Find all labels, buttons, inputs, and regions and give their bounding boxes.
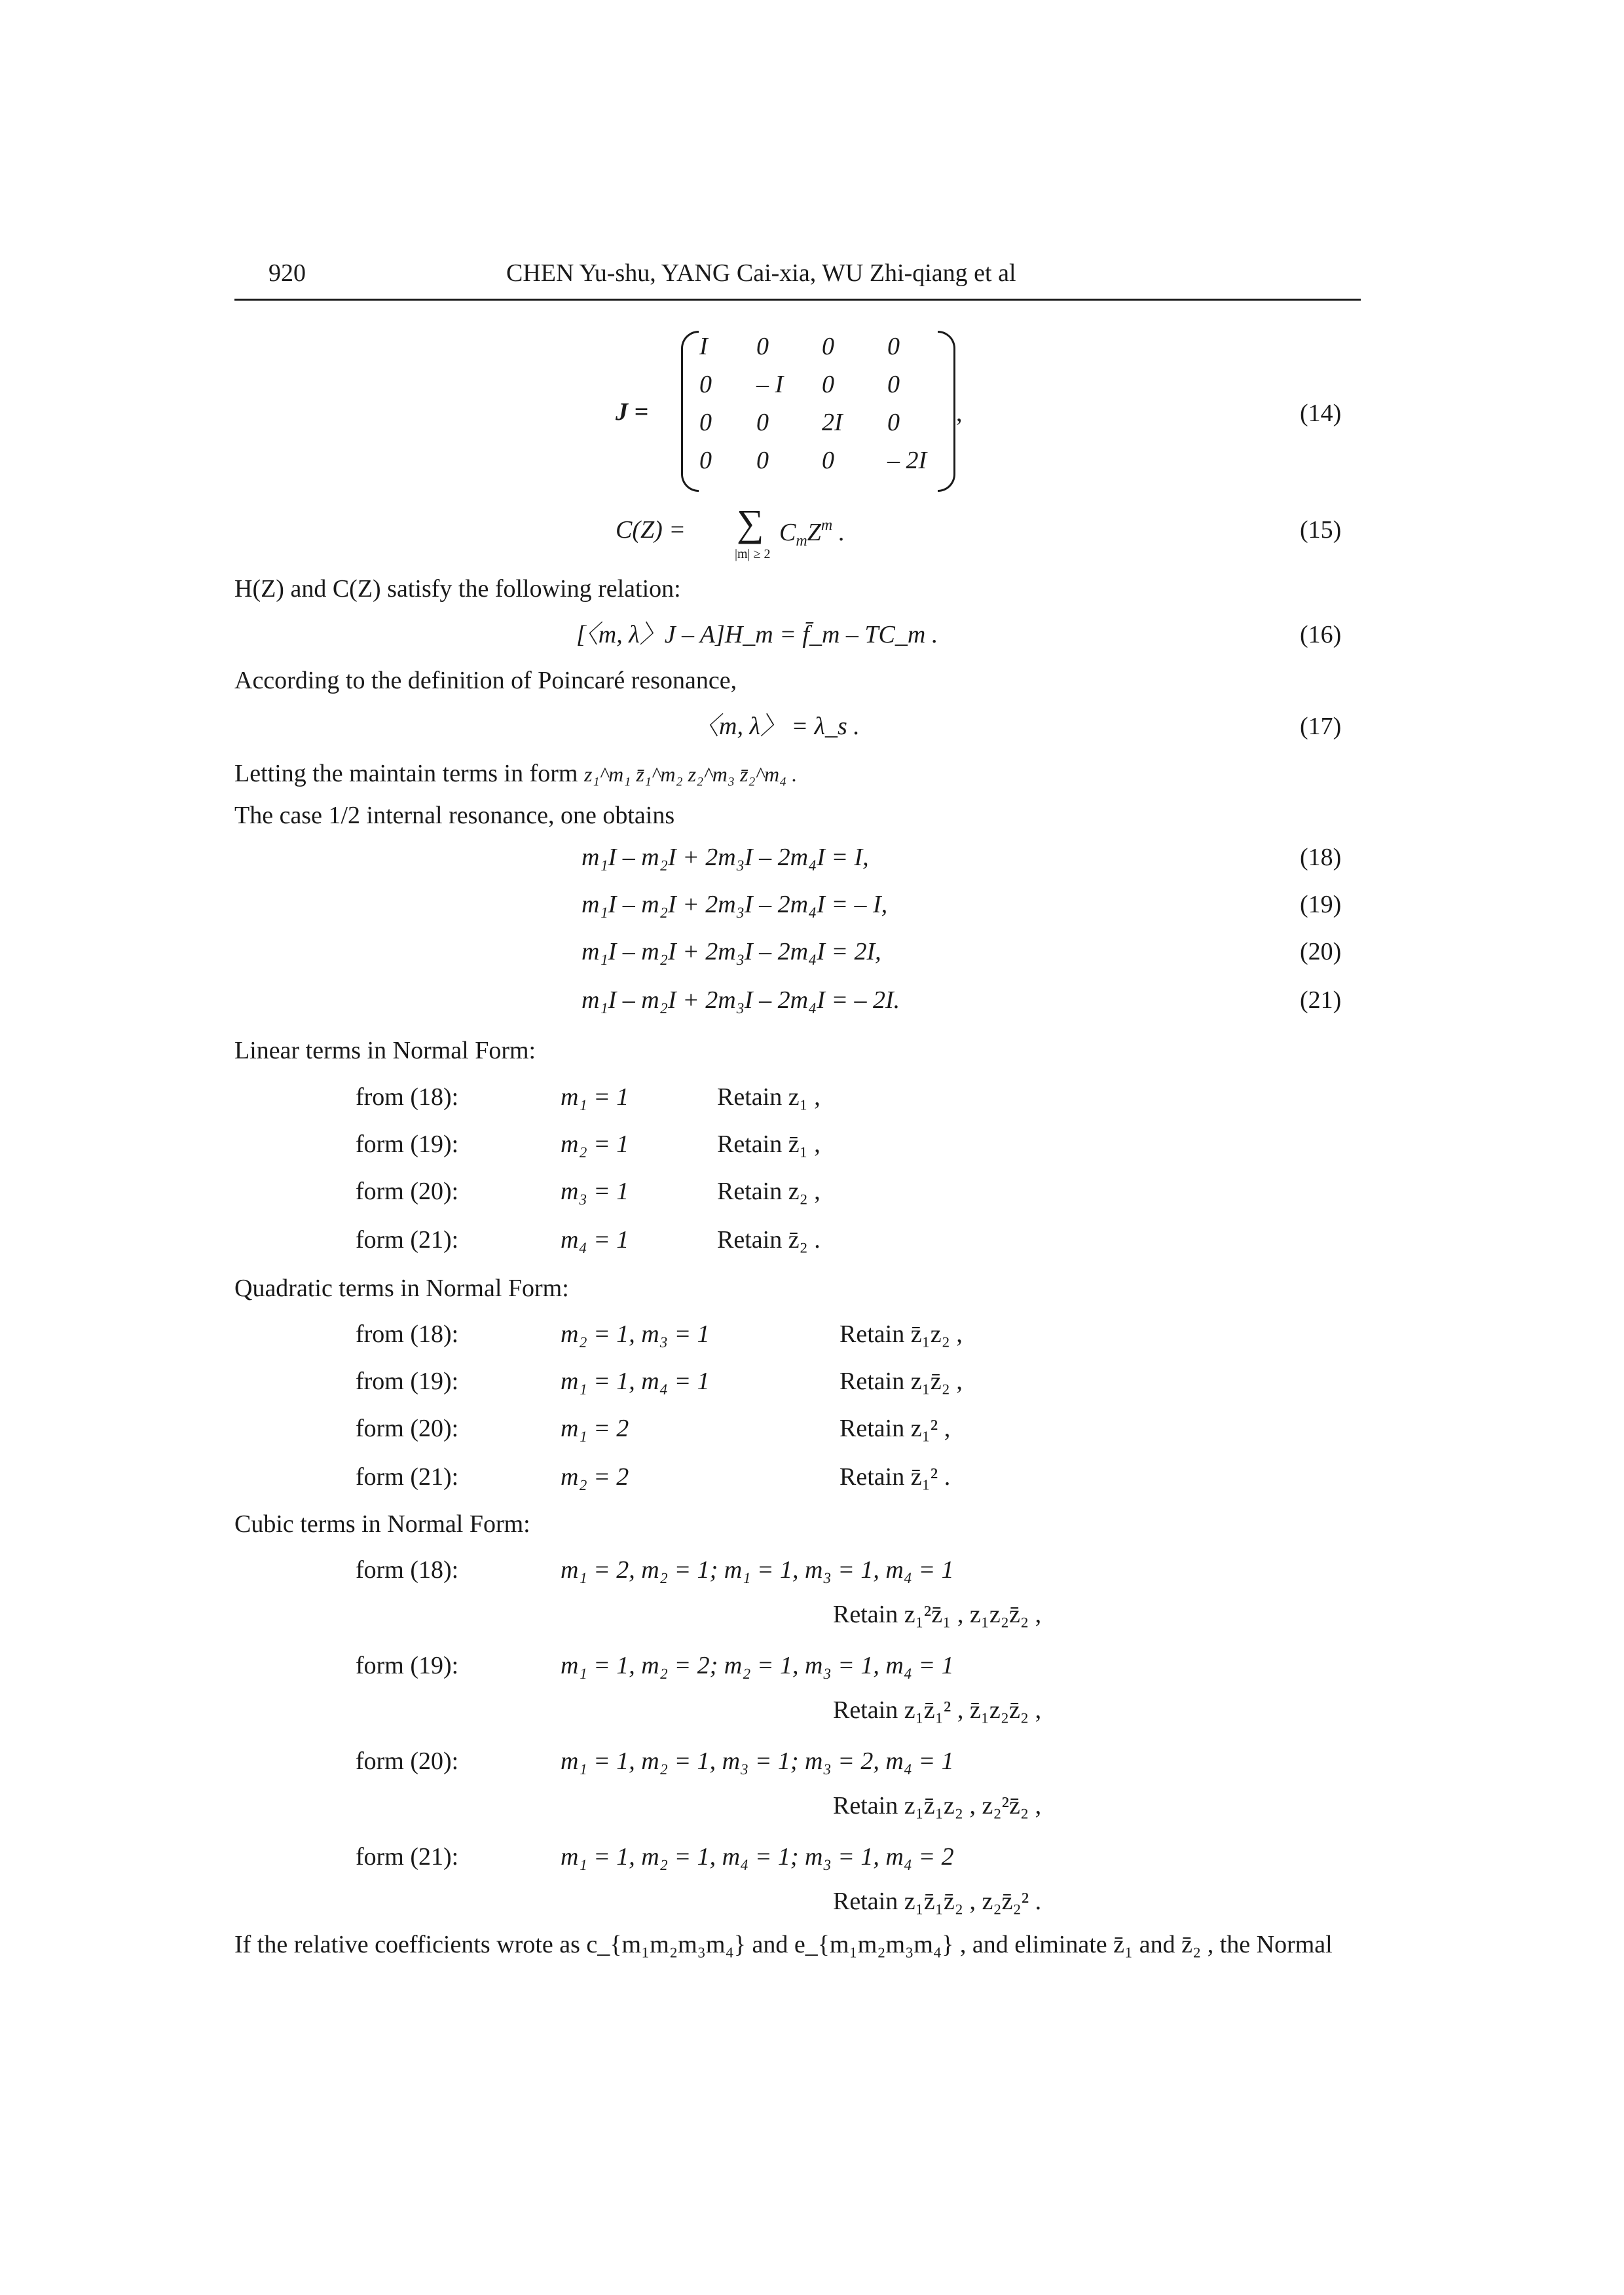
eq15-z-sup: m: [821, 517, 833, 534]
resonance-equation: m₁I – m₂I + 2m₃I – 2m₄I = 2I,: [581, 938, 881, 965]
matrix-cell: 0: [822, 371, 834, 398]
term-retain: Retain z̄₁² .: [840, 1463, 951, 1491]
term-retain: Retain z₁z̄₁z̄₂ , z₂z̄₂² .: [833, 1888, 1042, 1915]
term-condition: m₁ = 1, m₂ = 1, m₄ = 1; m₃ = 1, m₄ = 2: [561, 1843, 954, 1871]
resonance-eq-number: (19): [1300, 891, 1342, 918]
text-poincare: According to the definition of Poincaré resonance,: [234, 667, 737, 694]
linear-heading: Linear terms in Normal Form:: [234, 1037, 536, 1064]
final-line: If the relative coefficients wrote as c_{m₁m₂m₃m₄} and e_{m₁m₂m₃m₄} , and eliminate z̄₁ and z̄₂ , the Normal: [234, 1931, 1333, 1958]
text-maintain-form: z₁^m₁ z̄₁^m₂ z₂^m₃ z̄₂^m₄ .: [584, 762, 798, 786]
term-condition: m₁ = 2: [561, 1415, 629, 1442]
matrix-cell: 0: [699, 447, 712, 474]
term-retain: Retain z̄₁ ,: [717, 1130, 821, 1158]
term-retain: Retain z₂ ,: [717, 1178, 821, 1205]
eq14-comma: ,: [956, 400, 963, 427]
eq15-lhs: C(Z) =: [616, 516, 686, 544]
eq16-number: (16): [1300, 621, 1342, 648]
running-header-authors: CHEN Yu-shu, YANG Cai-xia, WU Zhi-qiang et al: [506, 259, 1016, 287]
eq15-sum-subscript: |m| ≥ 2: [735, 547, 771, 561]
term-condition: m₁ = 1, m₂ = 1, m₃ = 1; m₃ = 2, m₄ = 1: [561, 1747, 954, 1775]
header-rule: [234, 299, 1361, 301]
resonance-eq-number: (20): [1300, 938, 1342, 965]
eq15-z: Z: [807, 519, 821, 546]
eq17-number: (17): [1300, 713, 1342, 740]
term-condition: m₂ = 2: [561, 1463, 629, 1491]
matrix-cell: 0: [756, 409, 769, 436]
term-condition: m₁ = 1, m₂ = 2; m₂ = 1, m₃ = 1, m₄ = 1: [561, 1652, 954, 1679]
resonance-eq-number: (21): [1300, 986, 1342, 1014]
term-condition: m₂ = 1: [561, 1130, 629, 1158]
term-condition: m₁ = 2, m₂ = 1; m₁ = 1, m₃ = 1, m₄ = 1: [561, 1556, 954, 1584]
matrix-cell: 0: [756, 447, 769, 474]
text-maintain-pre: Letting the maintain terms in form: [234, 760, 578, 787]
matrix-cell: – 2I: [887, 447, 927, 474]
term-source: form (19):: [356, 1652, 459, 1679]
sum-symbol: ∑: [737, 502, 764, 544]
equation-17: 〈m, λ〉 = λ_s .: [694, 713, 860, 740]
cubic-heading: Cubic terms in Normal Form:: [234, 1510, 530, 1538]
matrix-cell: 0: [822, 447, 834, 474]
resonance-equation: m₁I – m₂I + 2m₃I – 2m₄I = – 2I.: [581, 986, 900, 1014]
matrix-left-paren: [681, 331, 699, 492]
matrix-cell: 0: [822, 333, 834, 360]
term-condition: m₃ = 1: [561, 1178, 629, 1205]
term-source: from (19):: [356, 1368, 459, 1395]
matrix-cell: 0: [887, 409, 900, 436]
term-condition: m₄ = 1: [561, 1226, 629, 1254]
resonance-eq-number: (18): [1300, 844, 1342, 871]
matrix-cell: I: [699, 333, 708, 360]
term-source: form (19):: [356, 1130, 459, 1158]
page-number: 920: [268, 259, 306, 287]
term-retain: Retain z₁² ,: [840, 1415, 951, 1442]
term-retain: Retain z₁z̄₂ ,: [840, 1368, 963, 1395]
matrix-cell: 0: [756, 333, 769, 360]
term-retain: Retain z₁z̄₁² , z̄₁z₂z̄₂ ,: [833, 1696, 1042, 1724]
term-source: form (21):: [356, 1226, 459, 1254]
text-relation: H(Z) and C(Z) satisfy the following relation:: [234, 575, 681, 603]
quadratic-heading: Quadratic terms in Normal Form:: [234, 1275, 569, 1302]
matrix-cell: 0: [887, 371, 900, 398]
term-source: form (20):: [356, 1415, 459, 1442]
eq15-number: (15): [1300, 516, 1342, 544]
equation-16: [〈m, λ〉J – A]H_m = f̄_m – TC_m .: [576, 621, 938, 648]
term-condition: m₁ = 1: [561, 1083, 629, 1111]
term-retain: Retain z̄₁z₂ ,: [840, 1320, 963, 1348]
term-source: form (21):: [356, 1463, 459, 1491]
eq15-coef: C: [779, 519, 796, 546]
eq14-lhs: J =: [616, 398, 649, 426]
term-source: form (20):: [356, 1747, 459, 1775]
term-source: form (18):: [356, 1556, 459, 1584]
term-condition: m₁ = 1, m₄ = 1: [561, 1368, 710, 1395]
matrix-cell: – I: [756, 371, 784, 398]
term-condition: m₂ = 1, m₃ = 1: [561, 1320, 710, 1348]
eq14-number: (14): [1300, 400, 1342, 427]
term-source: form (20):: [356, 1178, 459, 1205]
text-case: The case 1/2 internal resonance, one obtains: [234, 802, 675, 829]
term-retain: Retain z₁z̄₁z₂ , z₂²z̄₂ ,: [833, 1792, 1042, 1819]
matrix-cell: 0: [887, 333, 900, 360]
term-source: form (21):: [356, 1843, 459, 1871]
resonance-equation: m₁I – m₂I + 2m₃I – 2m₄I = – I,: [581, 891, 888, 918]
matrix-cell: 2I: [822, 409, 843, 436]
term-retain: Retain z̄₂ .: [717, 1226, 821, 1254]
eq15-coef-sub: m: [796, 532, 807, 550]
term-source: from (18):: [356, 1320, 459, 1348]
text-maintain: [234, 761, 797, 786]
eq15-period: .: [838, 519, 845, 546]
matrix-cell: 0: [699, 409, 712, 436]
term-retain: Retain z₁²z̄₁ , z₁z₂z̄₂ ,: [833, 1601, 1042, 1628]
term-source: from (18):: [356, 1083, 459, 1111]
matrix-right-paren: [938, 331, 955, 492]
term-retain: Retain z₁ ,: [717, 1083, 821, 1111]
resonance-equation: m₁I – m₂I + 2m₃I – 2m₄I = I,: [581, 844, 869, 871]
matrix-cell: 0: [699, 371, 712, 398]
